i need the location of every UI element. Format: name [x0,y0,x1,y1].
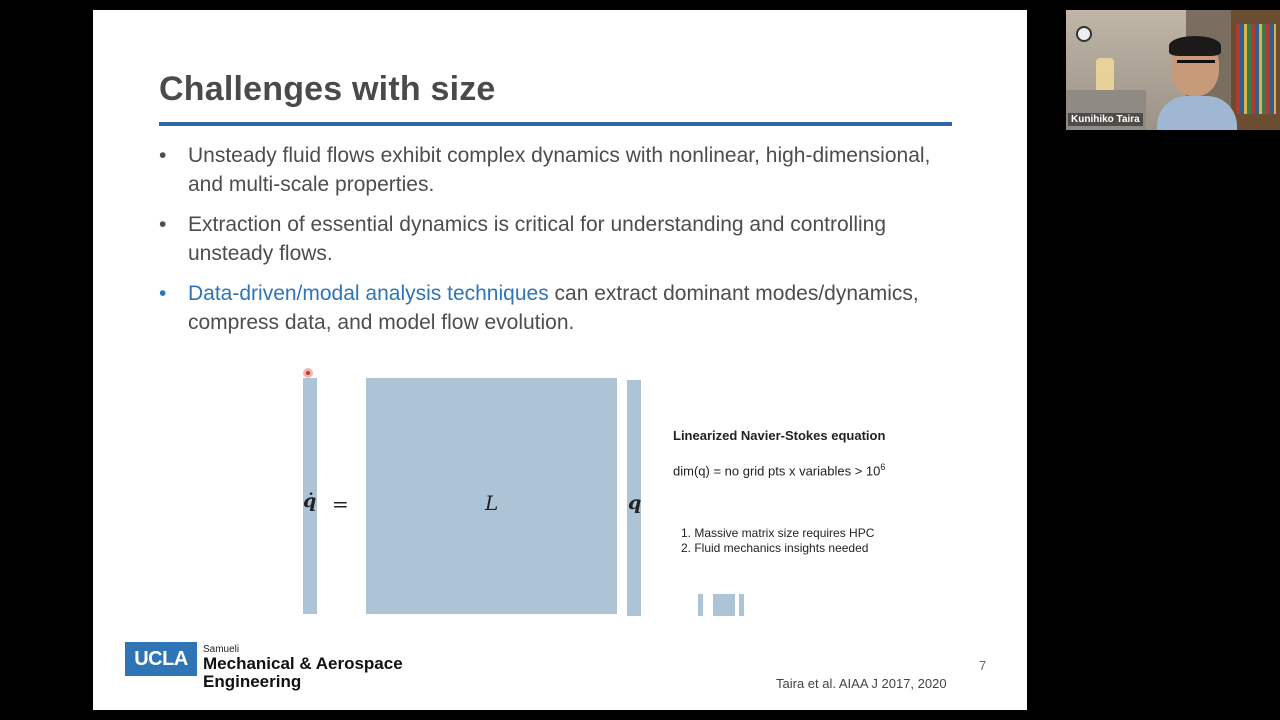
mini-vector-right [739,594,744,616]
bullet-text: can extract dominant modes/dynamics, compress data, and model flow evolution. [188,282,919,334]
participant-hair [1169,36,1221,56]
q-symbol: q [628,492,642,514]
participant-name-label: Kunihiko Taira [1068,113,1143,126]
challenge-item: 2. Fluid mechanics insights needed [681,541,869,555]
challenge-list [681,526,874,556]
q-dot-symbol: q̇ [303,490,317,512]
participant-avatar [1161,38,1231,130]
department-name [203,655,403,691]
dimension-note [673,462,885,478]
challenge-item: 1. Massive matrix size requires HPC [681,526,875,540]
equals-sign: = [332,492,349,516]
bullet-accent-text: Data-driven/modal analysis techniques [188,282,549,305]
title-underline [159,122,952,126]
books [1236,24,1276,114]
samueli-label: Samueli [203,644,240,655]
presentation-slide [93,10,1027,710]
department-line-2: Engineering [203,672,302,691]
bullet-marker: • [159,144,167,167]
department-line-1: Mechanical & Aerospace [203,654,403,673]
dimension-text: dim(q) = no grid pts x variables > 10 [673,463,881,479]
slide-title: Challenges with size [159,70,496,108]
bullet-item [159,141,959,199]
bullet-marker: • [159,282,167,305]
operator-l-symbol: L [485,491,499,515]
dimension-exponent: 6 [880,462,886,472]
glasses-icon [1177,60,1215,73]
page-number: 7 [979,658,987,673]
laser-pointer-dot [303,368,313,378]
bullet-text: Extraction of essential dynamics is critical for understanding and controlling unsteady flows. [188,213,887,265]
bullet-text: Unsteady fluid flows exhibit complex dynamics with nonlinear, high-dimensional, and multi-scale properties. [188,144,931,196]
mini-matrix [713,594,735,616]
bullet-item [159,210,959,268]
participant-body [1157,96,1237,130]
bullet-marker: • [159,213,167,236]
participant-video-thumbnail[interactable] [1066,10,1280,130]
clock-icon [1076,26,1092,42]
bullet-list [159,141,959,348]
ucla-logo: UCLA [125,642,197,676]
mini-vector-left [698,594,703,616]
equation-title: Linearized Navier-Stokes equation [673,428,886,443]
bullet-item [159,279,959,337]
citation: Taira et al. AIAA J 2017, 2020 [776,676,947,691]
